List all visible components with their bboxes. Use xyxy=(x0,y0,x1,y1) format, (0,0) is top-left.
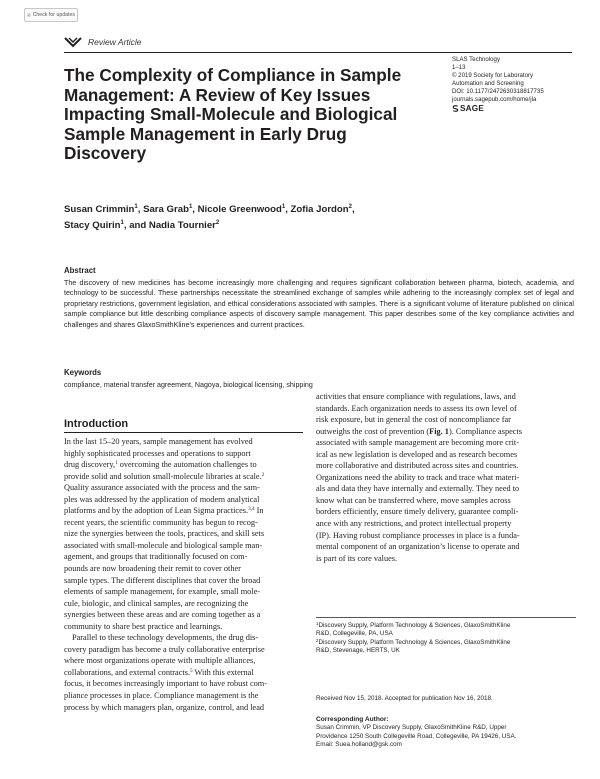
journal-copyright-org: Automation and Screening xyxy=(452,80,524,88)
author-name: Nicole Greenwood xyxy=(197,204,282,215)
paper-title xyxy=(64,66,424,164)
journal-url[interactable]: journals.sagepub.com/home/jla xyxy=(452,96,537,104)
affiliations-block xyxy=(316,622,576,655)
author-affil-sup: 2 xyxy=(215,220,220,226)
received-dates: Received Nov 15, 2018. Accepted for publication Nov 16, 2018. xyxy=(316,695,493,702)
keywords-text: compliance, material transfer agreement, Nagoya, biological licensing, shipping xyxy=(64,381,313,389)
body-text-line: ance with any restrictions, and protect intellectual property xyxy=(316,519,512,529)
journal-info-block xyxy=(452,56,582,113)
citation-sup[interactable]: 1 xyxy=(115,460,118,467)
body-text-line: cule, biologic, and clinical samples, are recognizing the xyxy=(64,598,249,608)
affiliation-line: R&D, Stevenage, HERTS, UK xyxy=(316,646,400,654)
author-affil-sup: 1 xyxy=(134,204,138,210)
body-text-line: synergies between these areas and are coming together as a xyxy=(64,610,261,620)
author-list: Susan Crimmin$^1$, Sara Grab$^1$, Nicole Greenwood$^1$, Zofia Jordon$^2$, Stacy Quirin$^1$, and Nadia Tournier$^2$ xyxy=(64,204,355,231)
body-text-line: community to share best practice and learnings. xyxy=(64,621,223,631)
corresponding-author-email[interactable]: Email: Suea.holland@gsk.com xyxy=(316,740,402,748)
affil-sup: 2 xyxy=(316,637,319,643)
article-type-label: Review Article xyxy=(88,37,142,47)
journal-doi[interactable]: DOI: 10.1177/2472630318817735 xyxy=(452,88,544,96)
body-text-line: is part of its core values. xyxy=(316,553,398,563)
author-affil-sup: 2 xyxy=(348,204,352,210)
corresponding-author-block xyxy=(316,716,578,749)
corresponding-author-line: Providence 1250 South Collegeville Road, Collegeville, PA 19426, USA. xyxy=(316,732,517,740)
body-text-line: Quality assurance associated with the process and the sam- xyxy=(64,483,260,493)
body-text-line: covery paradigm has become a truly collaborative enterprise xyxy=(64,644,265,654)
corresponding-author-heading: Corresponding Author: xyxy=(316,716,389,723)
corresponding-author-line: Susan Crimmin, VP Discovery Supply, GlaxoSmithKline R&D, Upper xyxy=(316,724,507,732)
author-name: Zofia Jordon xyxy=(290,204,349,215)
body-text-line: collaborations, and external contracts.$^5$ With this external xyxy=(64,667,254,677)
body-text-line: standards. Each organization needs to assess its own level of xyxy=(316,403,517,413)
journal-name: SLAS Technology xyxy=(452,56,500,63)
sage-mark-icon xyxy=(452,105,459,112)
check-updates-icon xyxy=(27,11,31,19)
body-text-line: agement, and groups that traditionally focused on com- xyxy=(64,552,248,562)
affiliation-divider xyxy=(316,617,576,618)
citation-sup[interactable]: 5 xyxy=(190,667,193,674)
affiliation-line: R&D, Collegeville, PA, USA xyxy=(316,630,393,638)
body-text-line: mental component of an organization’s license to operate and xyxy=(316,542,520,552)
body-text-line: associated with small-molecule and biological sample man- xyxy=(64,540,263,550)
article-type-header xyxy=(64,36,142,48)
body-column-right xyxy=(316,391,576,564)
author-affil-sup: 1 xyxy=(188,204,193,210)
body-text-line: risk exposure, but in general the cost of noncompliance far xyxy=(316,415,511,425)
header-divider xyxy=(64,52,572,53)
journal-chevron-logo-icon xyxy=(64,36,82,48)
affil-sup: 1 xyxy=(316,621,319,626)
body-text-line: ples was addressed by the application of modern analytical xyxy=(64,494,260,504)
sage-logo-text: SAGE xyxy=(460,103,485,113)
body-text-line: outweighs the cost of prevention (Fig. 1). Compliance aspects xyxy=(316,426,523,436)
abstract-text: The discovery of new medicines has become increasingly more challenging and requires significant collaboration between pharma, biotech, academia, and technology to be successful. These partnerships necessitate the streamlined exchange of samples while adhering to the increasingly complex set of legal and proprietary restrictions, government legislation, and ethical considerations associated with samples. There is a significant volume of literature published on clinical sample compliance but little describing compliance aspects of discovery sample management. This paper describes some of the key compliance activities and challenges and shares GlaxoSmithKline’s experiences and current practices. xyxy=(64,279,574,329)
body-text-line: platforms and by the adoption of Lean Sigma practices.$^{3,4}$ In xyxy=(64,506,264,516)
body-text-line: drug discovery,$^1$ overcoming the automation challenges to xyxy=(64,460,257,470)
body-text-line: In the last 15–20 years, sample management has evolved xyxy=(64,437,253,446)
body-text-line: where most organizations operate with multiple alliances, xyxy=(64,656,256,666)
body-text-line: focus, it becomes increasingly important to have robust com- xyxy=(64,679,267,689)
journal-pages: 1–13 xyxy=(452,64,466,72)
body-text-line: ical as new legislation is developed and as research becomes xyxy=(316,449,518,459)
author-name: Sara Grab xyxy=(143,204,189,215)
body-text-line: activities that ensure compliance with regulations, laws, and xyxy=(316,392,516,401)
check-for-updates-badge[interactable] xyxy=(24,8,78,22)
affiliation-text: Discovery Supply, Platform Technology & Sciences, GlaxoSmithKline xyxy=(318,638,511,646)
affiliation-text: Discovery Supply, Platform Technology & Sciences, GlaxoSmithKline xyxy=(318,622,511,629)
body-text-line: know what can be transferred where, move samples across xyxy=(316,495,511,505)
affiliation-line xyxy=(316,622,576,630)
body-text-line: nize the synergies between the tools, practices, and skill sets xyxy=(64,529,265,539)
body-column-left xyxy=(64,436,309,713)
sage-logo xyxy=(452,105,582,113)
title-line: Impacting Small-Molecule and Biological xyxy=(64,104,398,125)
body-text-line: Organizations need the ability to track and trace what materi- xyxy=(316,472,520,482)
author-affil-sup: 1 xyxy=(120,220,124,226)
body-text-line: (IP). Having robust compliance processes in place is a funda- xyxy=(316,530,520,540)
body-text-line: pliance processes in place. Compliance management is the xyxy=(64,691,259,701)
author-name: Stacy Quirin xyxy=(64,220,121,231)
affiliation-line xyxy=(316,639,576,647)
body-text-line: associated with sample management are becoming more crit- xyxy=(316,438,519,448)
author-name: Susan Crimmin xyxy=(64,204,135,215)
title-line: Management: A Review of Key Issues xyxy=(64,84,371,105)
body-text-line: highly sophisticated processes and operations to support xyxy=(64,448,251,458)
body-text-line: Parallel to these technology developments, the drug dis- xyxy=(72,633,259,643)
body-text-line: provide solid and solution small-molecule libraries at scale.$^2$ xyxy=(64,471,265,481)
title-line: Sample Management in Early Drug xyxy=(64,123,347,144)
keywords-heading: Keywords xyxy=(64,368,102,377)
body-text-line: pounds are now broadening their remit to cover other xyxy=(64,564,241,574)
check-updates-label: Check for updates xyxy=(32,12,75,18)
title-line: Discovery xyxy=(64,143,147,164)
body-text-line: process by which managers plan, organize, control, and lead xyxy=(64,702,265,712)
body-text-line: sample types. The different disciplines that cover the broad xyxy=(64,575,261,585)
introduction-divider xyxy=(64,432,303,433)
body-text-line: als and data they have internally and externally. They need to xyxy=(316,484,520,494)
body-text-line: borders efficiently, ensure timely delivery, guarantee compli- xyxy=(316,507,519,517)
introduction-heading: Introduction xyxy=(64,418,129,430)
figure-reference[interactable]: Fig. 1 xyxy=(429,426,449,436)
author-name: Nadia Tournier xyxy=(148,220,216,231)
abstract-heading: Abstract xyxy=(64,266,96,275)
body-text-line: more collaborative and distributed across sites and countries. xyxy=(316,461,519,471)
citation-sup[interactable]: 2 xyxy=(261,471,265,478)
title-line: The Complexity of Compliance in Sample xyxy=(64,65,402,85)
body-text-line: recent years, the scientific community has begun to recog- xyxy=(64,517,258,527)
citation-sup[interactable]: 3,4 xyxy=(248,506,255,513)
journal-copyright: © 2019 Society for Laboratory xyxy=(452,72,534,80)
author-affil-sup: 1 xyxy=(281,204,286,210)
keywords-section xyxy=(64,368,574,390)
body-text-line: elements of sample management, for example, small mole- xyxy=(64,587,261,597)
abstract-section xyxy=(64,266,574,330)
